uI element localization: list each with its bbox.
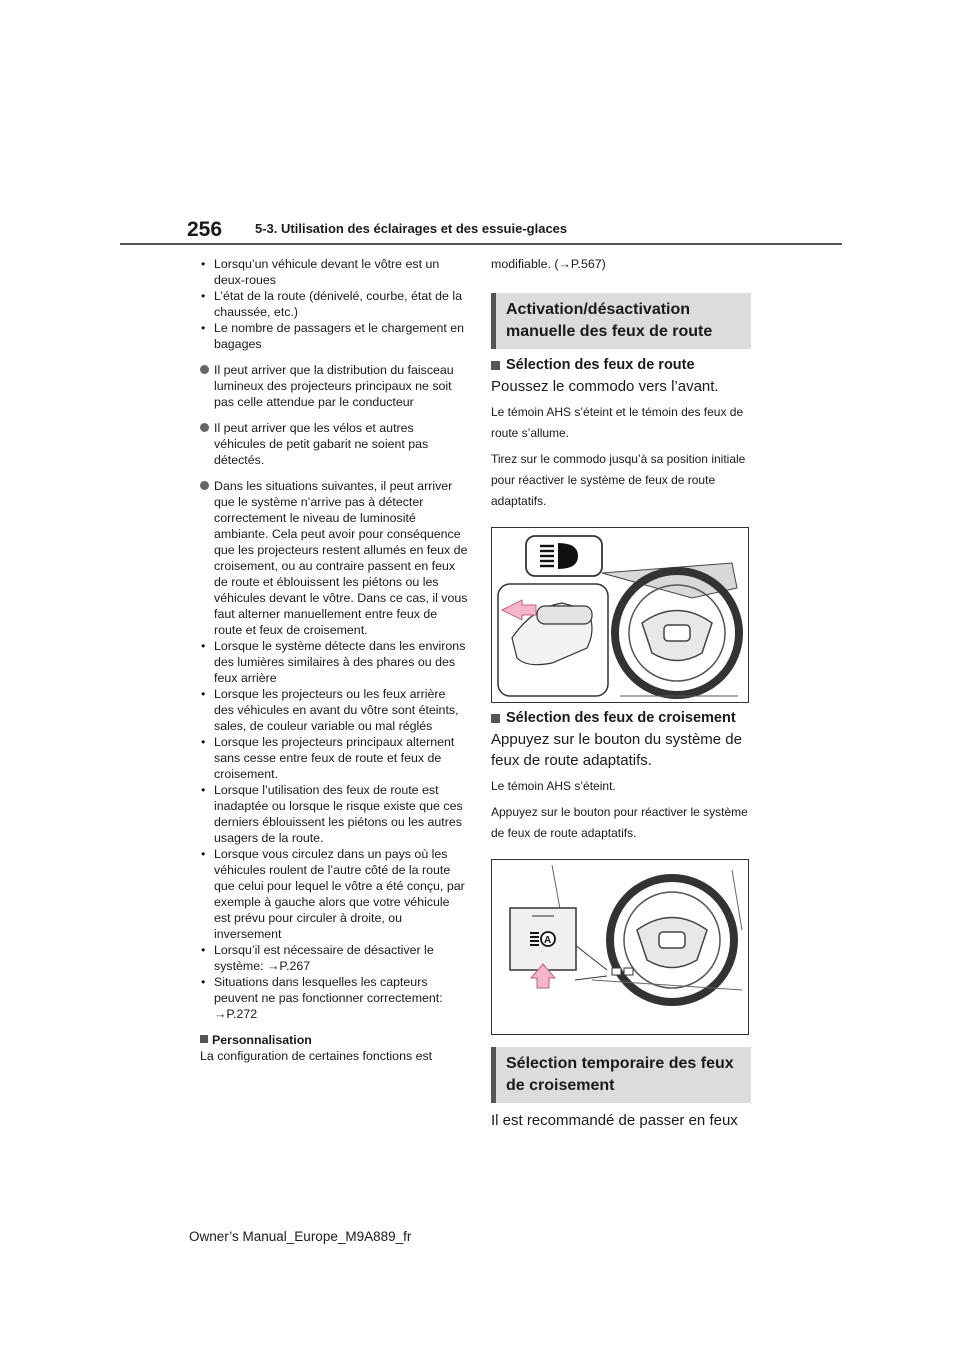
section-title: Activation/désactivation manuelle des feux de route [506,301,713,340]
intro-bullet-list [200,256,468,352]
list-item: • Lorsque les projecteurs principaux alternent sans cesse entre feux de route et feux de croisement. [200,734,468,782]
sub-heading [491,357,751,373]
list-item: • Lorsque l’utilisation des feux de route est inadaptée ou lorsque le risque existe que ces derniers éblouissent les piétons ou les autres usagers de la route. [200,782,468,846]
list-item: • Lorsque vous circulez dans un pays où les véhicules roulent de l’autre côté de la route que celui pour lequel le vôtre a été conçu, par exemple à gauche alors que votre véhicule est prévu pour circuler à droite, ou inversement [200,846,468,942]
section-text: Il est recommandé de passer en feux [491,1112,738,1129]
instruction-text: Appuyez sur le bouton du système de feux de route adaptatifs. [491,731,742,769]
sub-heading [491,710,751,726]
list-item: • Lorsque le système détecte dans les environs des lumières similaires à des phares ou des feux arrière [200,638,468,686]
note-text: Appuyez sur le bouton pour réactiver le système de feux de route adaptatifs. [491,805,748,840]
heading-text: Sélection des feux de route [506,357,695,373]
section-title-box [491,293,751,349]
high-beam-illustration [491,527,749,703]
note-text: Le témoin AHS s’éteint. [491,779,616,793]
section-title: Sélection temporaire des feux de croisement [506,1055,734,1094]
header-rule [120,243,842,245]
heading-text: Personnalisation [212,1033,312,1047]
footer-text: Owner’s Manual_Europe_M9A889_fr [189,1229,412,1244]
right-column [491,256,751,1131]
note-text: Dans les situations suivantes, il peut arriver que le système n’arrive pas à détecter correctement le niveau de luminosité ambiante. Cela peut avoir pour conséquence que les projecteurs restent allumés en feux de croisement, ou au contraire passent en feux de route et éblouissent les piétons ou les véhicules devant le vôtre. Dans ce cas, il vous faut alterner manuellement entre feux de route et feux de croisement. [214,479,468,637]
section-header: 5-3. Utilisation des éclairages et des essuie-glaces [255,221,568,236]
circle-bullet-icon [200,423,209,432]
note-text: Le témoin AHS s’éteint et le témoin des feux de route s’allume. [491,405,744,440]
note-item [200,478,468,638]
circle-bullet-icon [200,365,209,374]
low-beam-illustration [491,859,749,1035]
note-text: Il peut arriver que la distribution du faisceau lumineux des projecteurs principaux ne soit pas celle attendue par le conducteur [214,363,454,409]
lever-push-diagram [492,528,748,702]
square-bullet-icon [491,361,500,370]
list-item: • Lorsque les projecteurs ou les feux arrière des véhicules en avant du vôtre sont éteints, sales, de couleur variable ou mal réglés [200,686,468,734]
list-item: • L’état de la route (dénivelé, courbe, état de la chaussée, etc.) [200,288,468,320]
instruction-text: Poussez le commodo vers l’avant. [491,378,719,395]
note-item [200,420,468,468]
note-text: Il peut arriver que les vélos et autres véhicules de petit gabarit ne soient pas détectés. [214,421,429,467]
continuation-text: modifiable. (→P.567) [491,257,606,271]
section-title-box [491,1047,751,1103]
square-bullet-icon [200,1035,208,1043]
page-number: 256 [187,218,223,241]
list-item: • Lorsqu’il est nécessaire de désactiver le système: →P.267 [200,942,468,974]
list-item: • Lorsqu’un véhicule devant le vôtre est un deux-roues [200,256,468,288]
circle-bullet-icon [200,481,209,490]
situations-bullet-list [200,638,468,1022]
square-bullet-icon [491,714,500,723]
svg-text:A: A [544,935,552,946]
personnalisation-text: La configuration de certaines fonctions est [200,1049,433,1063]
personnalisation-heading [200,1032,468,1048]
note-item [200,362,468,410]
heading-text: Sélection des feux de croisement [506,710,736,726]
list-item: • Situations dans lesquelles les capteurs peuvent ne pas fonctionner correctement: →P.272 [200,974,468,1022]
note-text: Tirez sur le commodo jusqu’à sa position initiale pour réactiver le système de feux de route adaptatifs. [491,452,746,508]
left-column [200,256,468,1064]
button-press-diagram [492,860,748,1034]
list-item: • Le nombre de passagers et le chargement en bagages [200,320,468,352]
